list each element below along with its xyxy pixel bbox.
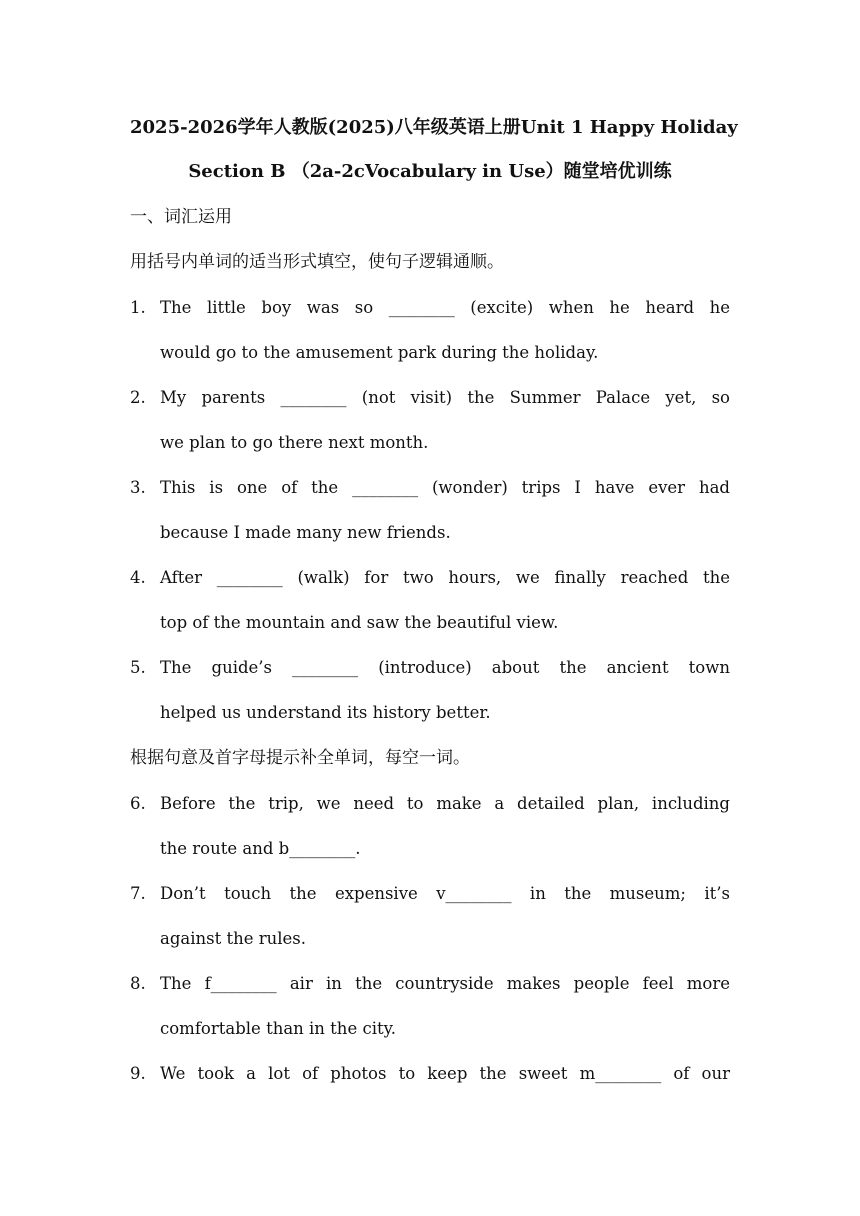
- question-item: [130, 645, 730, 735]
- question-text: we plan to go there next month.: [160, 433, 429, 452]
- question-item: [130, 961, 730, 1051]
- question-number: 6.: [130, 794, 146, 813]
- document-title: 2025-2026学年人教版(2025)八年级英语上册Unit 1 Happy Holiday: [130, 117, 738, 138]
- question-text: Don’t touch the expensive v________ in the museum; it’s: [160, 884, 730, 903]
- question-item: [130, 285, 730, 375]
- question-number: 4.: [130, 568, 146, 587]
- question-text: because I made many new friends.: [160, 523, 451, 542]
- instruction-part-1: 用括号内单词的适当形式填空，使句子逻辑通顺。: [130, 252, 504, 272]
- question-number: 9.: [130, 1064, 146, 1083]
- question-item: [130, 465, 730, 555]
- question-number: 2.: [130, 388, 146, 407]
- document-subtitle: Section B （2a-2cVocabulary in Use）随堂培优训练: [188, 161, 672, 182]
- question-item: [130, 1051, 730, 1096]
- question-text: would go to the amusement park during the holiday.: [160, 343, 599, 362]
- question-text: top of the mountain and saw the beautiful view.: [160, 613, 559, 632]
- question-text: Before the trip, we need to make a detailed plan, including: [160, 794, 730, 813]
- question-text: helped us understand its history better.: [160, 703, 491, 722]
- instruction-part-2: 根据句意及首字母提示补全单词，每空一词。: [130, 748, 470, 768]
- question-text: My parents ________ (not visit) the Summer Palace yet, so: [160, 388, 730, 407]
- question-item: [130, 555, 730, 645]
- question-item: [130, 781, 730, 871]
- question-text: The f________ air in the countryside makes people feel more: [160, 974, 730, 993]
- question-text: This is one of the ________ (wonder) trips I have ever had: [160, 478, 730, 497]
- question-text: We took a lot of photos to keep the sweet m________ of our: [160, 1064, 730, 1083]
- question-item: [130, 871, 730, 961]
- question-text: The guide’s ________ (introduce) about the ancient town: [160, 658, 730, 677]
- question-number: 5.: [130, 658, 146, 677]
- question-number: 8.: [130, 974, 146, 993]
- question-text: against the rules.: [160, 929, 307, 948]
- question-text: the route and b________.: [160, 839, 361, 858]
- question-item: [130, 375, 730, 465]
- question-number: 7.: [130, 884, 146, 903]
- question-text: comfortable than in the city.: [160, 1019, 396, 1038]
- question-number: 1.: [130, 298, 146, 317]
- question-text: The little boy was so ________ (excite) when he heard he: [160, 298, 730, 317]
- section-heading: 一、词汇运用: [130, 207, 232, 227]
- question-text: After ________ (walk) for two hours, we finally reached the: [160, 568, 730, 587]
- question-number: 3.: [130, 478, 146, 497]
